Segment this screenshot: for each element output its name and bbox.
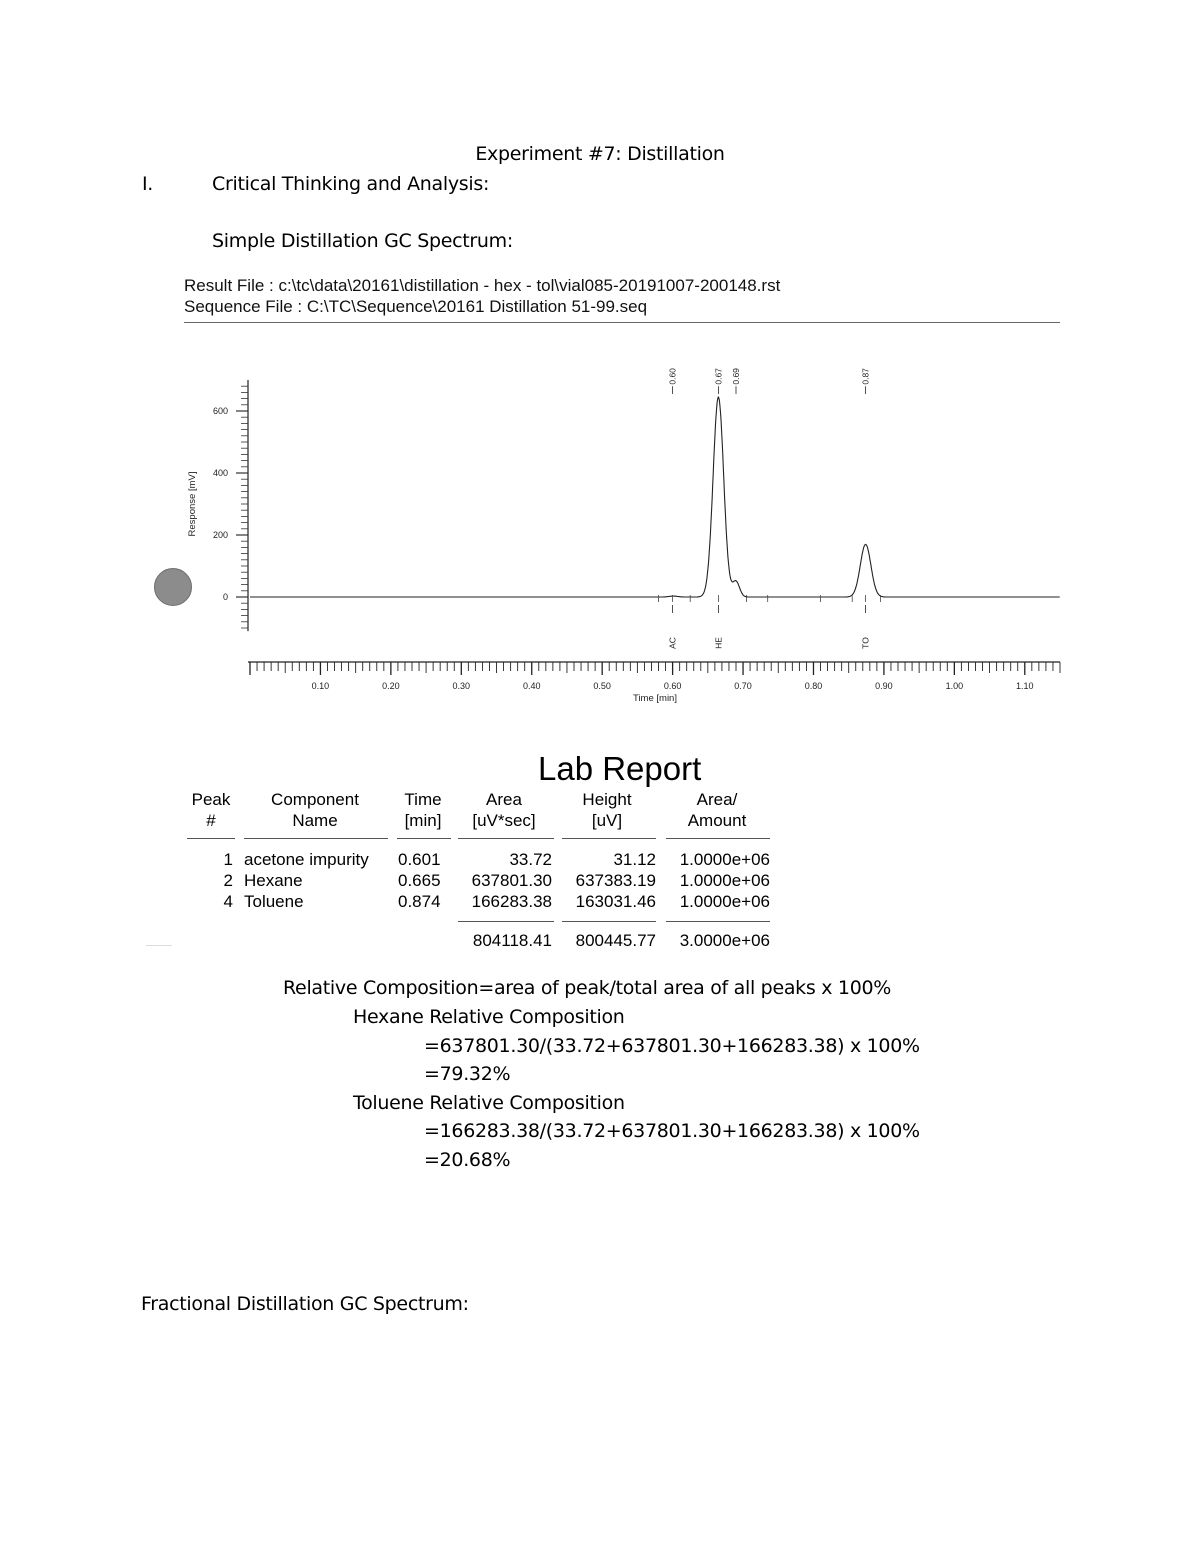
x-tick-label: 1.10 [1016, 681, 1034, 691]
row1-time: 0.601 [398, 850, 441, 869]
x-tick-label: 0.50 [593, 681, 611, 691]
rule-time [397, 838, 451, 839]
lab-report-title: Lab Report [538, 750, 702, 787]
row3-time: 0.874 [398, 892, 441, 911]
rule-peak [187, 838, 235, 839]
row1-name: acetone impurity [244, 850, 369, 869]
peak-id-label: AC [667, 637, 678, 649]
x-tick-label: 0.90 [875, 681, 893, 691]
x-tick-label: 0.30 [452, 681, 471, 691]
x-tick-label: 0.60 [663, 681, 682, 691]
rule-height [562, 838, 656, 839]
sequence-file-line: Sequence File : C:\TC\Sequence\20161 Distillation 51-99.seq [184, 297, 648, 316]
row2-amount: 1.0000e+06 [679, 871, 770, 890]
rule-total-area [458, 921, 554, 922]
row3-amount: 1.0000e+06 [679, 892, 770, 911]
fractional-distillation-heading: Fractional Distillation GC Spectrum: [141, 1293, 469, 1315]
x-tick-label: 0.80 [804, 681, 823, 691]
row3-height: 163031.46 [575, 892, 656, 911]
document-title: Experiment #7: Distillation [475, 143, 725, 165]
header-time: Time [min] [404, 790, 442, 830]
row2-time: 0.665 [398, 871, 441, 890]
toluene-expression: =166283.38/(33.72+637801.30+166283.38) x 100% [424, 1120, 920, 1142]
row1-height: 31.12 [613, 850, 656, 869]
row1-amount: 1.0000e+06 [679, 850, 770, 869]
rule-component [244, 838, 388, 839]
result-file-line: Result File : c:\tc\data\20161\distillation - hex - tol\vial085-20191007-200148.rst [184, 276, 781, 295]
peak-time-label: 0.87 [860, 368, 871, 385]
row3-peak: 4 [223, 892, 233, 911]
toluene-label: Toluene Relative Composition [353, 1092, 625, 1114]
composition-formula: Relative Composition=area of peak/total area of all peaks x 100% [283, 977, 892, 999]
total-area: 804118.41 [472, 931, 552, 950]
y-tick-label: 200 [212, 530, 228, 540]
total-amount: 3.0000e+06 [679, 931, 770, 950]
row2-name: Hexane [244, 871, 303, 890]
chromatogram-chart [143, 335, 1063, 735]
section-title: Critical Thinking and Analysis: [212, 173, 490, 195]
row1-peak: 1 [223, 850, 233, 869]
scan-edge-mark [146, 945, 172, 946]
peak-time-label: 0.60 [667, 368, 678, 385]
peak-time-label: 0.69 [731, 368, 741, 385]
total-height: 800445.77 [575, 931, 656, 950]
y-tick-label: 600 [212, 406, 228, 416]
hexane-label: Hexane Relative Composition [353, 1006, 625, 1028]
y-tick-label: 0 [222, 592, 228, 602]
header-rule [184, 322, 1060, 323]
hexane-expression: =637801.30/(33.72+637801.30+166283.38) x 100% [424, 1035, 920, 1057]
rule-area [458, 838, 554, 839]
row2-area: 637801.30 [471, 871, 552, 890]
header-height: Height [uV] [582, 790, 632, 830]
y-tick-label: 400 [212, 468, 228, 478]
row3-area: 166283.38 [471, 892, 552, 911]
peak-time-label: 0.67 [713, 368, 724, 385]
toluene-result: =20.68% [424, 1149, 511, 1171]
header-component: Component Name [271, 790, 359, 830]
rule-total-amount [666, 921, 770, 922]
x-tick-label: 0.40 [522, 681, 541, 691]
row1-area: 33.72 [509, 850, 552, 869]
row2-peak: 2 [223, 871, 233, 890]
rule-total-height [562, 921, 656, 922]
x-tick-label: 0.10 [311, 681, 330, 691]
rule-amount [666, 838, 770, 839]
x-tick-label: 0.70 [734, 681, 752, 691]
hexane-result: =79.32% [424, 1063, 511, 1085]
y-axis-label: Response [mV] [187, 471, 198, 537]
signal-trace [250, 397, 1060, 597]
peak-id-label: TO [860, 637, 871, 649]
x-tick-label: 1.00 [945, 681, 964, 691]
x-tick-label: 0.20 [382, 681, 400, 691]
header-amount: Area/ Amount [687, 790, 747, 830]
row3-name: Toluene [244, 892, 304, 911]
peak-id-label: HE [713, 637, 724, 649]
gray-circle-marker [154, 568, 192, 606]
simple-distillation-heading: Simple Distillation GC Spectrum: [212, 230, 513, 252]
header-peak: Peak # [191, 790, 231, 830]
section-number: I. [142, 173, 154, 195]
row2-height: 637383.19 [575, 871, 656, 890]
header-area: Area [uV*sec] [472, 790, 536, 830]
x-axis-label: Time [min] [633, 693, 677, 704]
